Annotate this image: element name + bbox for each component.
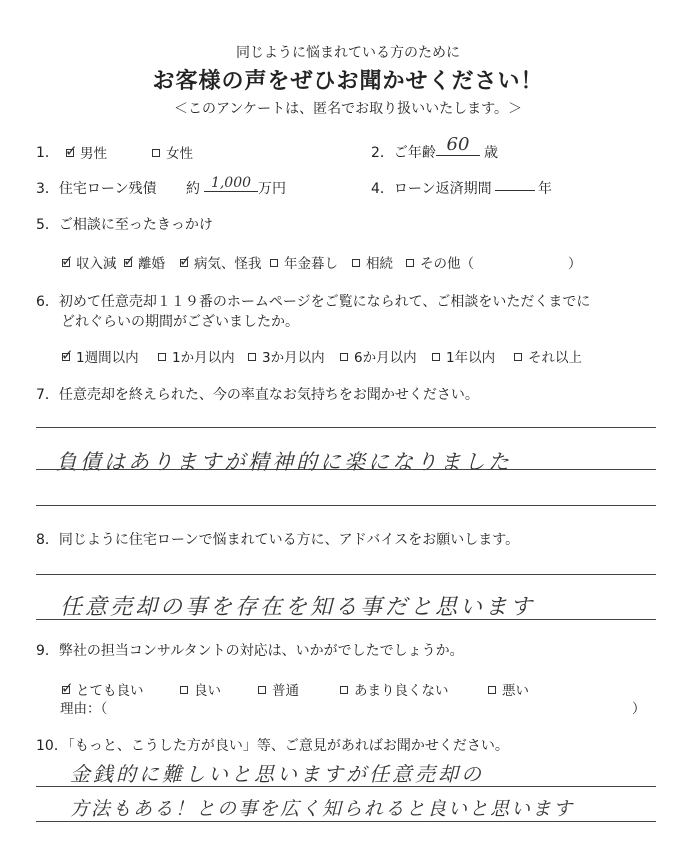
q6-option-1month[interactable]: 1か月以内: [158, 346, 235, 366]
q9-option-very-good[interactable]: ✓ とても良い: [61, 679, 144, 699]
check-mark-icon: ✓: [65, 142, 78, 160]
q3-unit: 万円: [258, 181, 286, 197]
check-mark-icon: ✓: [61, 346, 74, 364]
q3-label: 3．住宅ローン残債: [36, 181, 157, 197]
q9-reason-close: ）: [632, 701, 646, 717]
answer-line: [36, 786, 656, 787]
q8-answer[interactable]: 任意売却の事を存在を知る事だと思います: [60, 595, 536, 620]
q8-label: 8．同じように住宅ローンで悩まれている方に、アドバイスをお願いします。: [36, 532, 520, 548]
q10-answer-line2[interactable]: 方法もある！との事を広く知られると良いと思います: [70, 798, 575, 820]
q9-option-average[interactable]: 普通: [258, 679, 299, 699]
check-mark-icon: ✓: [61, 252, 74, 270]
q9-label: 9．弊社の担当コンサルタントの対応は、いかがでしたでしょうか。: [36, 643, 464, 659]
check-mark-icon: ✓: [123, 252, 136, 270]
q9-option-good[interactable]: 良い: [180, 679, 221, 699]
answer-line: [36, 574, 656, 575]
q6-option-3months[interactable]: 3か月以内: [248, 346, 325, 366]
q5-option-income-loss[interactable]: ✓ 収入減: [61, 252, 117, 272]
q4-unit: 年: [538, 181, 552, 197]
q2-age-field[interactable]: 60: [436, 134, 480, 156]
survey-title: お客様の声をぜひお聞かせください！: [152, 69, 544, 94]
q6-label: 6．初めて任意売却１１９番のホームページをご覧になられて、ご相談をいただくまでに: [36, 294, 591, 310]
q1-option-female[interactable]: 女性: [152, 142, 193, 162]
q5-option-pension[interactable]: 年金暮し: [270, 252, 338, 272]
answer-line: [36, 427, 656, 428]
answer-line: [36, 619, 656, 620]
q10-label: 10．「もっと、こうした方が良い」等、ご意見があればお聞かせください。: [36, 738, 509, 754]
q6-option-6months[interactable]: 6か月以内: [340, 346, 417, 366]
answer-line: [36, 505, 656, 506]
q5-other-close: ）: [568, 256, 582, 272]
intro-text: 同じように悩まれている方のために: [236, 45, 460, 61]
q9-reason-field[interactable]: [140, 697, 620, 715]
check-mark-icon: ✓: [179, 252, 192, 270]
q9-option-bad[interactable]: 悪い: [488, 679, 529, 699]
q4-period-field[interactable]: [495, 190, 535, 191]
q6-option-1week[interactable]: ✓ 1週間以内: [61, 346, 139, 366]
answer-line: [36, 821, 656, 822]
check-mark-icon: ✓: [61, 679, 74, 697]
q3-prefix: 約: [186, 181, 200, 197]
q1-option-male[interactable]: ✓ 男性: [65, 142, 107, 162]
q6-option-1year[interactable]: 1年以内: [432, 346, 495, 366]
q3-balance-field[interactable]: 1,000: [204, 172, 258, 192]
q7-answer[interactable]: 負債はありますが精神的に楽になりました: [56, 450, 512, 474]
q9-reason-label: 理由：（: [60, 701, 108, 717]
q2-unit: 歳: [484, 145, 498, 161]
q6-option-more[interactable]: それ以上: [514, 346, 582, 366]
q5-option-inheritance[interactable]: 相続: [352, 252, 393, 272]
answer-line: [36, 469, 656, 470]
q5-option-other[interactable]: その他（: [406, 252, 474, 272]
q4-label: 4．ローン返済期間: [371, 181, 492, 197]
q9-option-not-good[interactable]: あまり良くない: [340, 679, 449, 699]
q10-answer-line1[interactable]: 金銭的に難しいと思いますが任意売却の: [70, 762, 484, 786]
q1-label: 1．: [36, 145, 59, 161]
q5-label: 5．ご相談に至ったきっかけ: [36, 217, 213, 233]
q5-option-divorce[interactable]: ✓ 離婚: [123, 252, 165, 272]
q6-label-line2: どれぐらいの期間がございましたか。: [61, 314, 299, 330]
q7-label: 7．任意売却を終えられた、今の率直なお気持ちをお聞かせください。: [36, 387, 479, 403]
anonymity-note: ＜このアンケートは、匿名でお取り扱いいたします。＞: [173, 101, 523, 117]
q2-label: 2．ご年齢: [371, 145, 436, 161]
q5-option-illness[interactable]: ✓ 病気、怪我: [179, 252, 262, 272]
